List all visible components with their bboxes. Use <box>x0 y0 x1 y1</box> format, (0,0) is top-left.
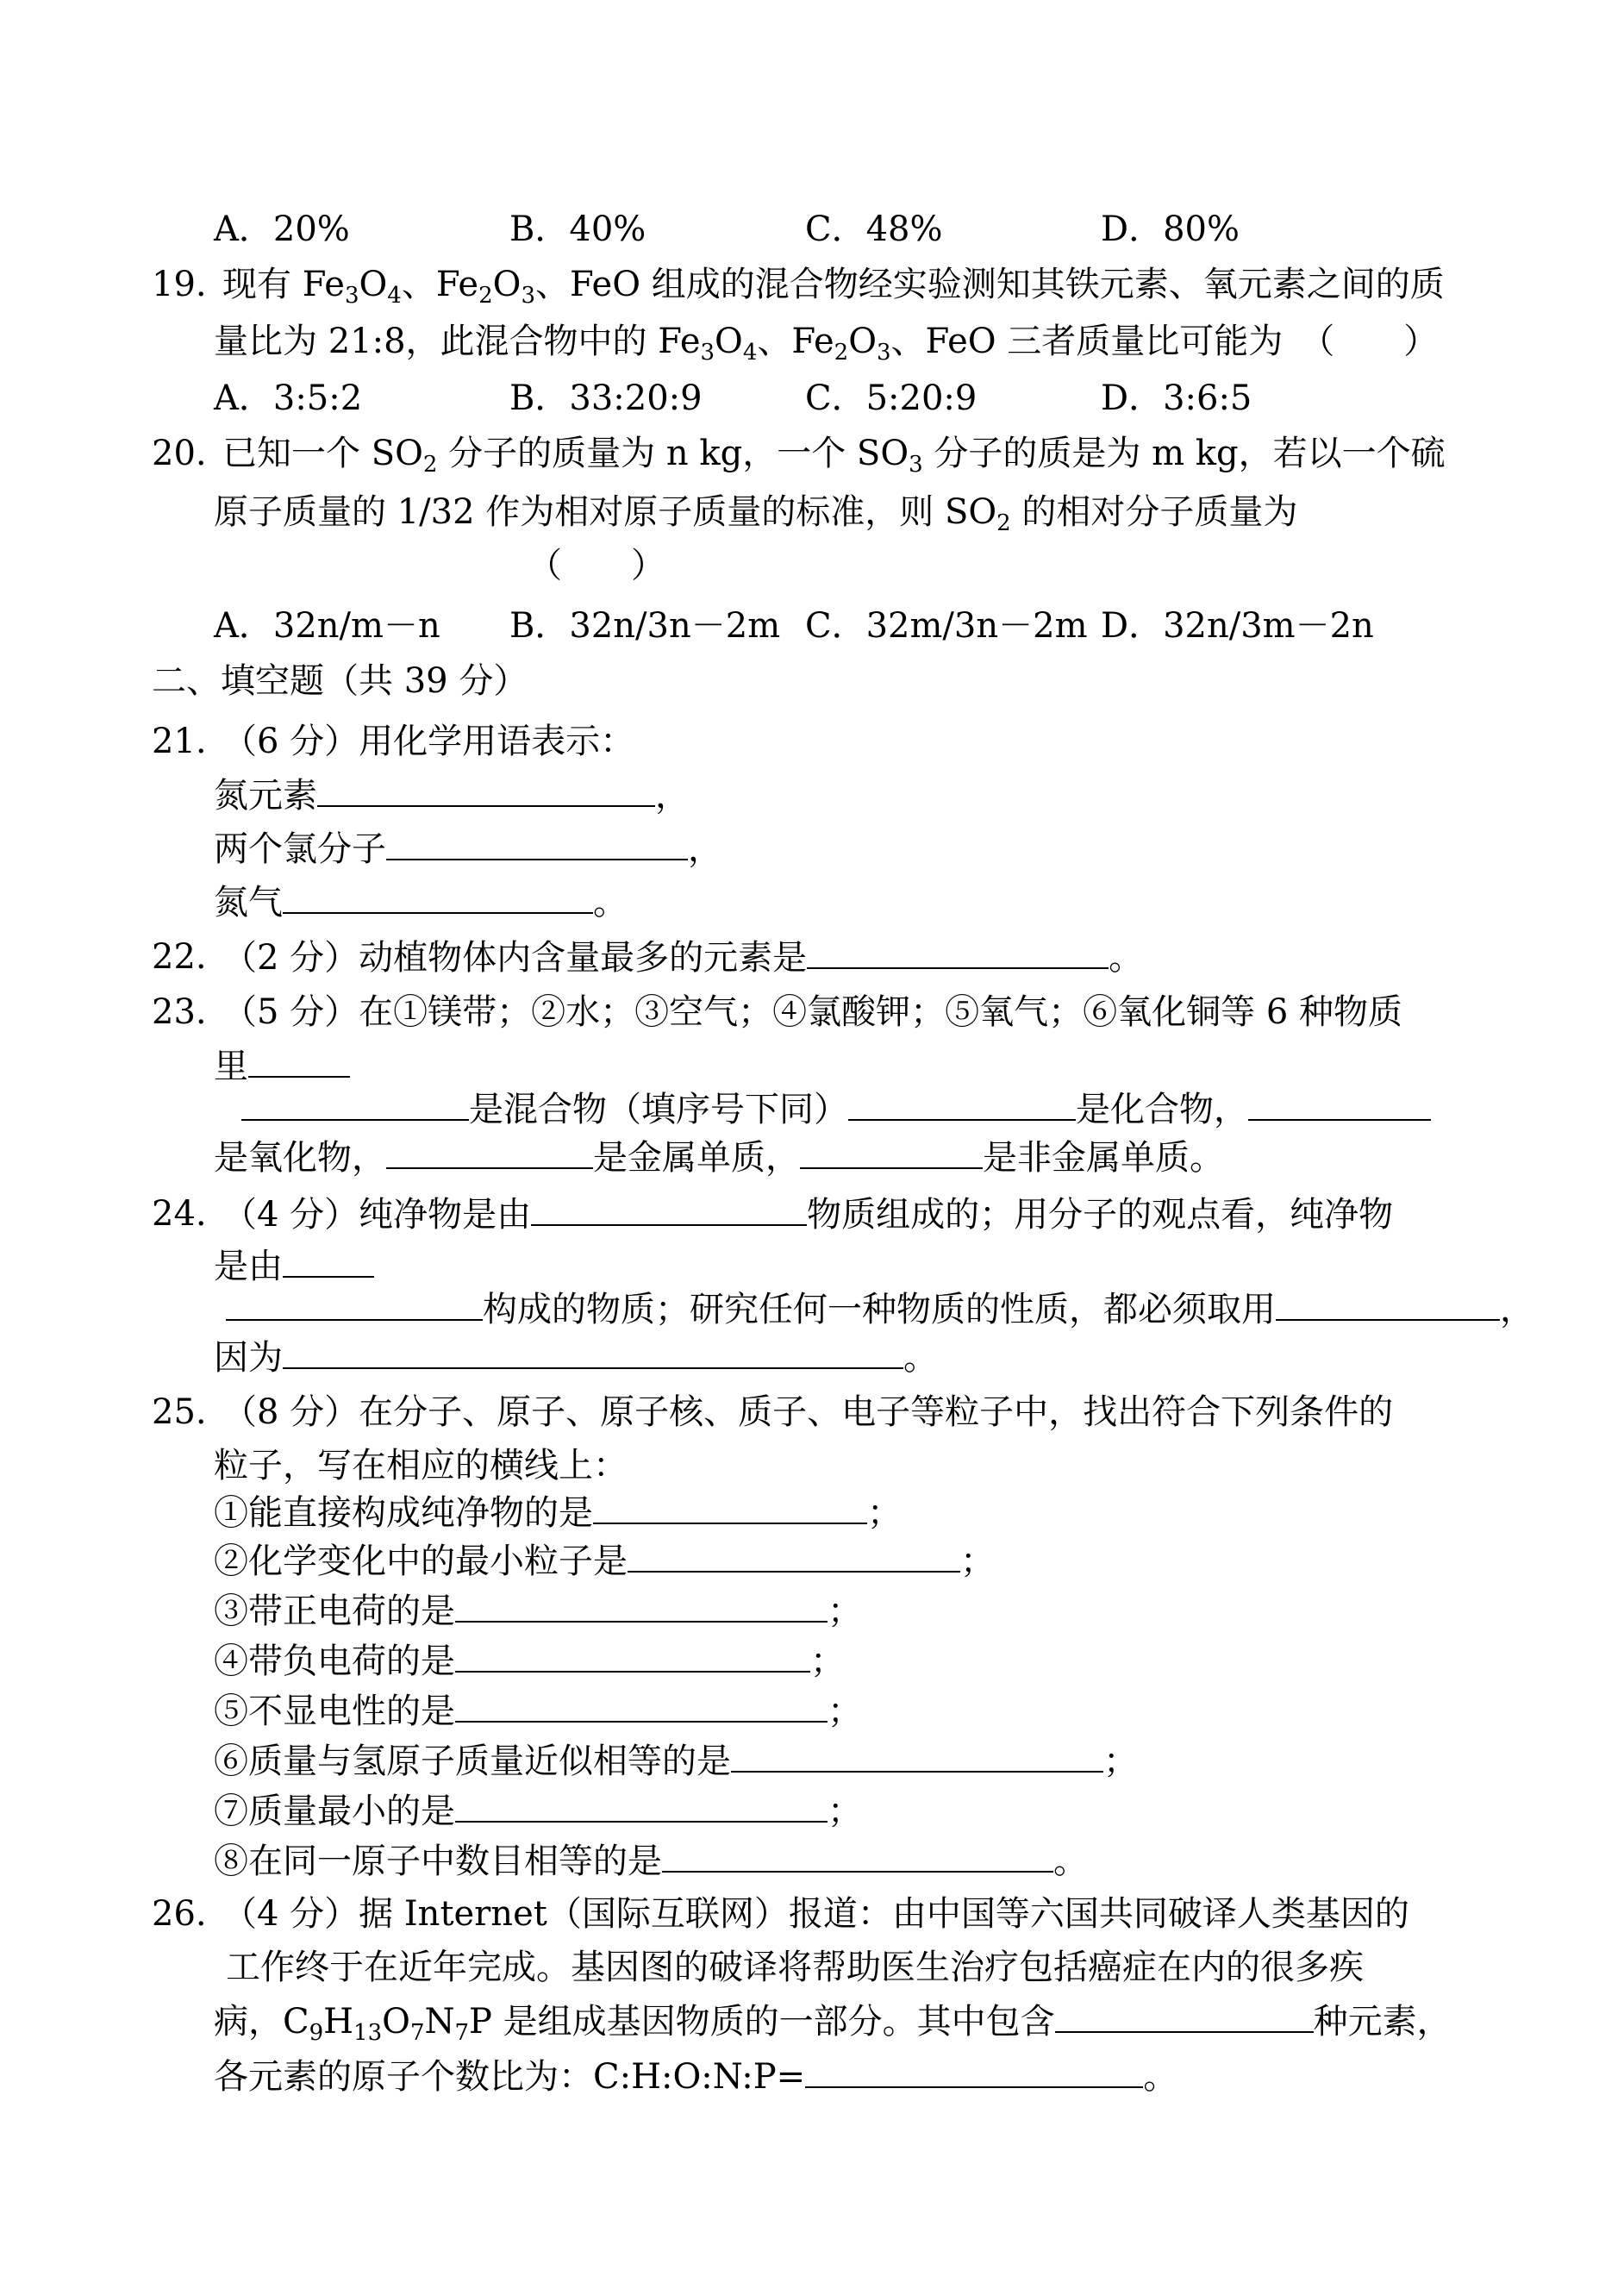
q20-stem-line2: 原子质量的 1/32 作为相对原子质量的标准，则 $SO_2$ 的相对分子质量为 <box>214 492 1298 536</box>
q26-stem-line3: 病，$C_9H_{13}O_7N_7P$ 是组成基因物质的一部分。其中包含 种元素， <box>214 2002 1452 2046</box>
q20-option-b: B．32n/3n－2m <box>509 606 781 646</box>
answer-blank[interactable] <box>731 1740 1103 1773</box>
q20-stem-line1: 已知一个 $SO_2$ 分子的质量为 n kg，一个 $SO_3$ 分子的质是为 m kg，若以一个硫 <box>222 434 1446 478</box>
q26-stem-line4: 各元素的原子个数比为：C:H:O:N:P= 。 <box>214 2057 1178 2097</box>
answer-blank[interactable] <box>283 1245 374 1278</box>
q25-number: 25. <box>152 1392 207 1432</box>
q20-number: 20. <box>152 434 207 473</box>
q21-number: 21. <box>152 722 207 761</box>
q20-option-a: A．32n/m－n <box>214 606 440 646</box>
q18-option-b: B．40% <box>509 209 646 249</box>
q23-blanks-line1: 是混合物（填序号下同） 是化合物， <box>241 1088 1431 1130</box>
answer-blank[interactable] <box>805 2055 1143 2088</box>
q18-option-c: C．48% <box>805 209 943 249</box>
answer-blank[interactable] <box>317 774 655 807</box>
q18-option-a: A．20% <box>214 209 350 249</box>
answer-blank[interactable] <box>628 1540 960 1573</box>
answer-blank[interactable] <box>531 1193 807 1226</box>
q21-stem: （6 分）用化学用语表示： <box>222 722 635 761</box>
q21-item-1: 氮元素 ， <box>214 776 690 816</box>
q19-stem-line1: 现有 $Fe_3O_4$、$Fe_2O_3$、FeO 组成的混合物经实验测知其铁元素、氧元素之间的质 <box>222 265 1445 309</box>
q24-stem-line3: 构成的物质；研究任何一种物质的性质，都必须取用 ， <box>226 1288 1534 1330</box>
q21-item-2: 两个氯分子 ， <box>214 829 722 869</box>
q19-option-b: B．33:20:9 <box>509 378 703 418</box>
answer-blank[interactable] <box>455 1690 828 1723</box>
q25-item-1: ①能直接构成纯净物的是 ； <box>214 1493 902 1533</box>
answer-blank[interactable] <box>800 1136 983 1169</box>
q19-number: 19. <box>152 265 207 304</box>
answer-blank[interactable] <box>848 1088 1076 1121</box>
q19-option-d: D．3:6:5 <box>1101 378 1252 418</box>
q23-stem-line2: 里 <box>214 1045 350 1087</box>
answer-blank[interactable] <box>455 1640 810 1673</box>
q20-option-c: C．32m/3n－2m <box>805 606 1088 646</box>
q18-option-d: D．80% <box>1101 209 1240 249</box>
q25-item-7: ⑦质量最小的是 ； <box>214 1792 862 1831</box>
q22-number: 22. <box>152 937 207 977</box>
q24-number: 24. <box>152 1194 207 1234</box>
answer-blank[interactable] <box>662 1840 1053 1873</box>
answer-blank[interactable] <box>593 1491 867 1524</box>
q19-option-c: C．5:20:9 <box>805 378 978 418</box>
q25-item-3: ③带正电荷的是 ； <box>214 1591 862 1631</box>
q19-option-a: A．3:5:2 <box>214 378 363 418</box>
q24-stem-line1: （4 分）纯净物是由 物质组成的；用分子的观点看，纯净物 <box>222 1195 1394 1235</box>
answer-blank[interactable] <box>386 828 688 860</box>
section-heading: 二、填空题（共 39 分） <box>152 661 528 701</box>
answer-blank[interactable] <box>1248 1088 1431 1121</box>
q20-option-d: D．32n/3m－2n <box>1101 606 1374 646</box>
q21-item-3: 氮气 。 <box>214 883 628 922</box>
q20-answer-paren: （ ） <box>528 546 665 585</box>
answer-blank[interactable] <box>455 1790 828 1823</box>
q26-stem-line2: 工作终于在近年完成。基因图的破译将帮助医生治疗包括癌症在内的很多疾 <box>226 1948 1364 1987</box>
q25-item-6: ⑥质量与氢原子质量近似相等的是 ； <box>214 1742 1138 1781</box>
q24-stem-line2: 是由 <box>214 1245 374 1287</box>
answer-blank[interactable] <box>1276 1288 1500 1321</box>
q26-number: 26. <box>152 1894 207 1934</box>
answer-blank[interactable] <box>807 936 1109 969</box>
answer-blank[interactable] <box>386 1136 593 1169</box>
q25-stem-line1: （8 分）在分子、原子、原子核、质子、电子等粒子中，找出符合下列条件的 <box>222 1392 1394 1432</box>
q23-blanks-line2: 是氧化物， 是金属单质， 是非金属单质。 <box>214 1138 1224 1178</box>
q25-item-2: ②化学变化中的最小粒子是 ； <box>214 1541 995 1581</box>
q26-stem-line1: （4 分）据 Internet（国际互联网）报道：由中国等六国共同破译人类基因的 <box>222 1894 1409 1934</box>
q23-number: 23. <box>152 992 207 1032</box>
q25-item-5: ⑤不显电性的是 ； <box>214 1692 862 1731</box>
q25-stem-line2: 粒子，写在相应的横线上： <box>214 1446 628 1485</box>
q25-item-8: ⑧在同一原子中数目相等的是 。 <box>214 1842 1088 1881</box>
answer-blank[interactable] <box>1055 2000 1314 2033</box>
q25-item-4: ④带负电荷的是 ； <box>214 1642 845 1681</box>
q19-stem-line2: 量比为 21:8，此混合物中的 $Fe_3O_4$、$Fe_2O_3$、FeO 三者质量比可能为 （ ） <box>214 322 1439 366</box>
answer-blank[interactable] <box>283 1336 903 1369</box>
q23-stem-line1: （5 分）在①镁带；②水；③空气；④氯酸钾；⑤氧气；⑥氧化铜等 6 种物质 <box>222 992 1403 1032</box>
answer-blank[interactable] <box>241 1088 469 1121</box>
answer-blank[interactable] <box>248 1045 350 1078</box>
q24-stem-line4: 因为 。 <box>214 1338 938 1378</box>
answer-blank[interactable] <box>283 881 593 914</box>
q22-stem: （2 分）动植物体内含量最多的元素是 。 <box>222 938 1144 978</box>
answer-blank[interactable] <box>226 1288 483 1321</box>
answer-blank[interactable] <box>455 1590 828 1623</box>
